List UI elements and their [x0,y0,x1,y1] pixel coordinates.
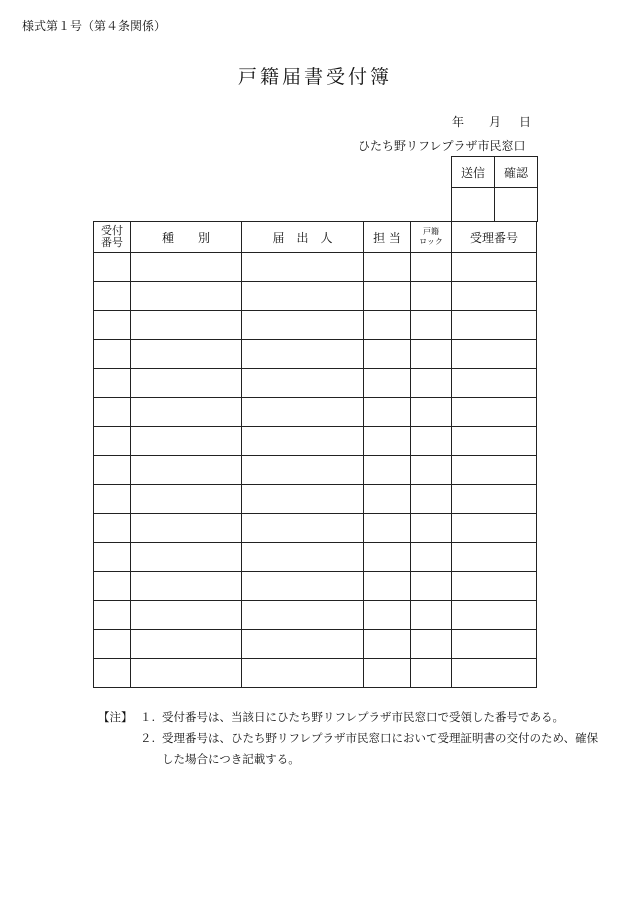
cell-receipt-no[interactable] [94,659,131,688]
cell-staff[interactable] [364,601,411,630]
cell-receipt-no[interactable] [94,601,131,630]
cell-type[interactable] [131,398,242,427]
cell-koseki-lock[interactable] [411,572,452,601]
cell-acceptance-no[interactable] [452,311,537,340]
notes [98,707,598,770]
header-koseki-lock [411,222,452,253]
cell-staff[interactable] [364,456,411,485]
cell-type[interactable] [131,485,242,514]
cell-acceptance-no[interactable] [452,369,537,398]
note-2-number: ２. [140,731,156,745]
cell-receipt-no[interactable] [94,514,131,543]
note-1 [98,707,598,728]
register-table [93,221,537,688]
cell-receipt-no[interactable] [94,369,131,398]
cell-staff[interactable] [364,282,411,311]
cell-acceptance-no[interactable] [452,659,537,688]
header-receipt-no [94,222,131,253]
table-row [94,427,537,456]
note-2 [98,728,598,749]
cell-acceptance-no[interactable] [452,282,537,311]
cell-type[interactable] [131,601,242,630]
cell-staff[interactable] [364,369,411,398]
table-row [94,456,537,485]
cell-type[interactable] [131,572,242,601]
cell-notifier[interactable] [242,282,364,311]
cell-koseki-lock[interactable] [411,282,452,311]
cell-koseki-lock[interactable] [411,543,452,572]
cell-notifier[interactable] [242,369,364,398]
date-line [452,113,531,130]
cell-koseki-lock[interactable] [411,659,452,688]
cell-receipt-no[interactable] [94,253,131,282]
cell-staff[interactable] [364,514,411,543]
cell-staff[interactable] [364,572,411,601]
cell-koseki-lock[interactable] [411,485,452,514]
cell-koseki-lock[interactable] [411,311,452,340]
cell-type[interactable] [131,282,242,311]
cell-staff[interactable] [364,659,411,688]
cell-notifier[interactable] [242,311,364,340]
cell-staff[interactable] [364,485,411,514]
cell-receipt-no[interactable] [94,485,131,514]
header-receipt-no-line1: 受付 [101,224,123,237]
cell-staff[interactable] [364,253,411,282]
cell-receipt-no[interactable] [94,572,131,601]
header-receipt-no-line2: 番号 [101,236,123,249]
cell-staff[interactable] [364,340,411,369]
header-type: 種 別 [131,222,242,253]
cell-staff[interactable] [364,311,411,340]
cell-type[interactable] [131,659,242,688]
cell-notifier[interactable] [242,630,364,659]
cell-receipt-no[interactable] [94,340,131,369]
cell-koseki-lock[interactable] [411,630,452,659]
cell-koseki-lock[interactable] [411,514,452,543]
cell-notifier[interactable] [242,514,364,543]
cell-receipt-no[interactable] [94,427,131,456]
cell-type[interactable] [131,369,242,398]
cell-koseki-lock[interactable] [411,369,452,398]
cell-notifier[interactable] [242,659,364,688]
cell-koseki-lock[interactable] [411,456,452,485]
cell-notifier[interactable] [242,543,364,572]
cell-acceptance-no[interactable] [452,630,537,659]
table-row [94,659,537,688]
cell-notifier[interactable] [242,485,364,514]
cell-receipt-no[interactable] [94,282,131,311]
sent-cell[interactable] [452,188,495,222]
table-row [94,514,537,543]
date-day-label: 日 [519,115,532,129]
cell-koseki-lock[interactable] [411,601,452,630]
cell-notifier[interactable] [242,572,364,601]
table-row [94,398,537,427]
cell-acceptance-no[interactable] [452,456,537,485]
cell-type[interactable] [131,427,242,456]
header-acceptance-no: 受理番号 [452,222,537,253]
table-row [94,601,537,630]
cell-type[interactable] [131,630,242,659]
form-number: 様式第１号（第４条関係） [22,19,167,33]
table-row [94,253,537,282]
cell-staff[interactable] [364,398,411,427]
header-staff: 担 当 [364,222,411,253]
cell-receipt-no[interactable] [94,543,131,572]
cell-receipt-no[interactable] [94,630,131,659]
notes-bracket: 【注】 [98,710,133,724]
cell-koseki-lock[interactable] [411,253,452,282]
confirm-box [451,156,538,222]
cell-type[interactable] [131,253,242,282]
sent-header: 送信 [452,157,495,188]
cell-notifier[interactable] [242,398,364,427]
cell-type[interactable] [131,311,242,340]
cell-acceptance-no[interactable] [452,572,537,601]
cell-type[interactable] [131,456,242,485]
cell-acceptance-no[interactable] [452,427,537,456]
cell-receipt-no[interactable] [94,456,131,485]
note-2-continued: した場合につき記載する。 [162,752,300,766]
cell-acceptance-no[interactable] [452,340,537,369]
cell-koseki-lock[interactable] [411,340,452,369]
cell-koseki-lock[interactable] [411,427,452,456]
note-1-text: 受付番号は、当該日にひたち野リフレプラザ市民窓口で受領した番号である。 [162,710,565,724]
table-row [94,543,537,572]
table-row [94,282,537,311]
check-header: 確認 [495,157,538,188]
cell-receipt-no[interactable] [94,398,131,427]
note-2-text: 受理番号は、ひたち野リフレプラザ市民窓口において受理証明書の交付のため、確保 [162,731,599,745]
cell-acceptance-no[interactable] [452,253,537,282]
table-row [94,485,537,514]
check-cell[interactable] [495,188,538,222]
cell-notifier[interactable] [242,456,364,485]
cell-acceptance-no[interactable] [452,543,537,572]
cell-acceptance-no[interactable] [452,601,537,630]
table-header-row [94,222,537,253]
cell-notifier[interactable] [242,427,364,456]
cell-acceptance-no[interactable] [452,398,537,427]
table-row [94,311,537,340]
cell-notifier[interactable] [242,601,364,630]
cell-koseki-lock[interactable] [411,398,452,427]
cell-receipt-no[interactable] [94,311,131,340]
cell-type[interactable] [131,340,242,369]
cell-staff[interactable] [364,427,411,456]
date-month-label: 月 [489,115,502,129]
note-1-number: １. [140,710,156,724]
cell-type[interactable] [131,514,242,543]
header-koseki-line2: ロック [419,237,443,246]
header-koseki-line1: 戸籍 [423,227,439,236]
date-year-label: 年 [452,115,465,129]
table-row [94,572,537,601]
page-title: 戸籍届書受付簿 [237,66,392,88]
cell-staff[interactable] [364,543,411,572]
header-notifier: 届 出 人 [242,222,364,253]
table-row [94,369,537,398]
cell-notifier[interactable] [242,340,364,369]
table-row [94,340,537,369]
cell-staff[interactable] [364,630,411,659]
table-row [94,630,537,659]
cell-notifier[interactable] [242,253,364,282]
office-name: ひたち野リフレプラザ市民窓口 [358,139,526,153]
cell-type[interactable] [131,543,242,572]
cell-acceptance-no[interactable] [452,485,537,514]
cell-acceptance-no[interactable] [452,514,537,543]
